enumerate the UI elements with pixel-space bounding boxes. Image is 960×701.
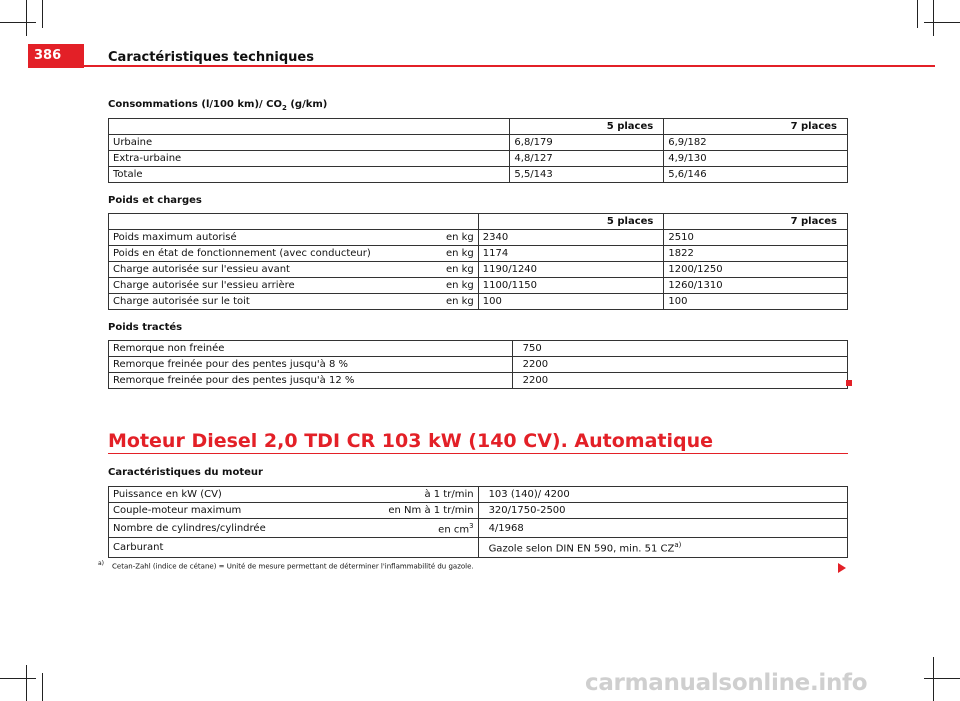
section-end-marker bbox=[846, 380, 852, 386]
row-unit bbox=[378, 538, 478, 557]
table-row bbox=[109, 503, 848, 519]
table-row bbox=[109, 167, 848, 183]
row-label: Couple-moteur maximum bbox=[109, 503, 379, 519]
crop-mark bbox=[924, 678, 960, 679]
row-label: Carburant bbox=[109, 538, 379, 557]
crop-mark bbox=[0, 678, 36, 679]
row-value: 320/1750-2500 bbox=[478, 503, 847, 519]
row-value: 4/1968 bbox=[478, 519, 847, 538]
unit-superscript: 3 bbox=[469, 522, 474, 530]
value-5-places: 1190/1240 bbox=[478, 262, 664, 278]
row-label: Charge autorisée sur l'essieu avant bbox=[109, 262, 429, 278]
column-header-7-places: 7 places bbox=[664, 119, 848, 135]
table-row bbox=[109, 357, 848, 373]
row-unit: en kg bbox=[428, 246, 478, 262]
watermark: carmanualsonline.info bbox=[585, 670, 868, 696]
table-row bbox=[109, 373, 848, 389]
value-5-places: 5,5/143 bbox=[510, 167, 664, 183]
consumption-title-suffix: (g/km) bbox=[286, 99, 328, 110]
value-5-places: 2340 bbox=[478, 230, 664, 246]
value-7-places: 1822 bbox=[664, 246, 848, 262]
value-7-places: 4,9/130 bbox=[664, 151, 848, 167]
row-unit: en Nm à 1 tr/min bbox=[378, 503, 478, 519]
crop-mark bbox=[26, 665, 27, 701]
table-row bbox=[109, 246, 848, 262]
row-unit: à 1 tr/min bbox=[378, 487, 478, 503]
row-label: Extra-urbaine bbox=[109, 151, 510, 167]
row-unit-cell bbox=[378, 519, 478, 538]
value-5-places: 100 bbox=[478, 294, 664, 310]
continue-arrow-icon bbox=[838, 563, 846, 573]
row-unit: en kg bbox=[428, 262, 478, 278]
table-row bbox=[109, 294, 848, 310]
value-7-places: 1200/1250 bbox=[664, 262, 848, 278]
footnote-reference[interactable]: a) bbox=[674, 541, 682, 550]
header-cell bbox=[109, 214, 479, 230]
table-row bbox=[109, 278, 848, 294]
row-unit: en kg bbox=[428, 294, 478, 310]
value-5-places: 4,8/127 bbox=[510, 151, 664, 167]
crop-mark bbox=[42, 673, 43, 701]
consumption-table bbox=[108, 118, 848, 183]
page-header-title: Caractéristiques techniques bbox=[108, 50, 314, 65]
consumption-title-prefix: Consommations (l/100 km)/ CO bbox=[108, 99, 282, 110]
row-label: Remorque freinée pour des pentes jusqu'à 8 % bbox=[109, 357, 513, 373]
row-label: Charge autorisée sur le toit bbox=[109, 294, 429, 310]
consumption-title bbox=[108, 99, 327, 112]
table-row bbox=[109, 341, 848, 357]
value-5-places: 1100/1150 bbox=[478, 278, 664, 294]
row-label: Puissance en kW (CV) bbox=[109, 487, 379, 503]
table-row bbox=[109, 262, 848, 278]
crop-mark bbox=[42, 0, 43, 28]
row-label: Urbaine bbox=[109, 135, 510, 151]
row-unit: en kg bbox=[428, 278, 478, 294]
column-header-5-places: 5 places bbox=[478, 214, 664, 230]
column-header-7-places: 7 places bbox=[664, 214, 848, 230]
value-7-places: 100 bbox=[664, 294, 848, 310]
table-row bbox=[109, 135, 848, 151]
table-row bbox=[109, 538, 848, 557]
row-label: Nombre de cylindres/cylindrée bbox=[109, 519, 379, 538]
row-value: 2200 bbox=[512, 357, 847, 373]
header-rule bbox=[84, 65, 935, 67]
table-row bbox=[109, 151, 848, 167]
table-header-row bbox=[109, 119, 848, 135]
engine-table bbox=[108, 486, 848, 558]
crop-mark bbox=[0, 22, 36, 23]
row-unit: en kg bbox=[428, 230, 478, 246]
table-row bbox=[109, 230, 848, 246]
page-number: 386 bbox=[28, 44, 84, 68]
engine-subtitle: Caractéristiques du moteur bbox=[108, 467, 263, 478]
table-header-row bbox=[109, 214, 848, 230]
table-row bbox=[109, 519, 848, 538]
crop-mark bbox=[933, 657, 934, 701]
row-value: 103 (140)/ 4200 bbox=[478, 487, 847, 503]
column-header-5-places: 5 places bbox=[510, 119, 664, 135]
crop-mark bbox=[933, 0, 934, 36]
weights-table bbox=[108, 213, 848, 310]
row-label: Remorque freinée pour des pentes jusqu'à 12 % bbox=[109, 373, 513, 389]
header-cell bbox=[109, 119, 510, 135]
row-value: 750 bbox=[512, 341, 847, 357]
footnote-text: Cetan-Zahl (indice de cétane) = Unité de mesure permettant de déterminer l'inflammabilité du gazole. bbox=[112, 562, 474, 571]
section-title: Moteur Diesel 2,0 TDI CR 103 kW (140 CV). Automatique bbox=[108, 430, 714, 452]
footnote bbox=[98, 560, 474, 570]
value-5-places: 1174 bbox=[478, 246, 664, 262]
crop-mark bbox=[924, 22, 960, 23]
value-5-places: 6,8/179 bbox=[510, 135, 664, 151]
row-unit: en cm bbox=[438, 524, 470, 536]
row-value: Gazole selon DIN EN 590, min. 51 CZ bbox=[488, 543, 675, 555]
table-row bbox=[109, 487, 848, 503]
row-value: 2200 bbox=[512, 373, 847, 389]
row-label: Totale bbox=[109, 167, 510, 183]
row-label: Remorque non freinée bbox=[109, 341, 513, 357]
value-7-places: 5,6/146 bbox=[664, 167, 848, 183]
row-label: Poids en état de fonctionnement (avec conducteur) bbox=[109, 246, 429, 262]
row-label: Charge autorisée sur l'essieu arrière bbox=[109, 278, 429, 294]
section-title-rule bbox=[108, 453, 848, 454]
value-7-places: 6,9/182 bbox=[664, 135, 848, 151]
row-value-cell bbox=[478, 538, 847, 557]
consumption-title-sub: 2 bbox=[282, 104, 287, 112]
footnote-marker: a) bbox=[98, 560, 105, 567]
towing-title: Poids tractés bbox=[108, 322, 183, 333]
towing-table bbox=[108, 340, 848, 389]
crop-mark bbox=[26, 0, 27, 36]
weights-title: Poids et charges bbox=[108, 195, 202, 206]
row-label: Poids maximum autorisé bbox=[109, 230, 429, 246]
crop-mark bbox=[917, 0, 918, 28]
value-7-places: 2510 bbox=[664, 230, 848, 246]
value-7-places: 1260/1310 bbox=[664, 278, 848, 294]
